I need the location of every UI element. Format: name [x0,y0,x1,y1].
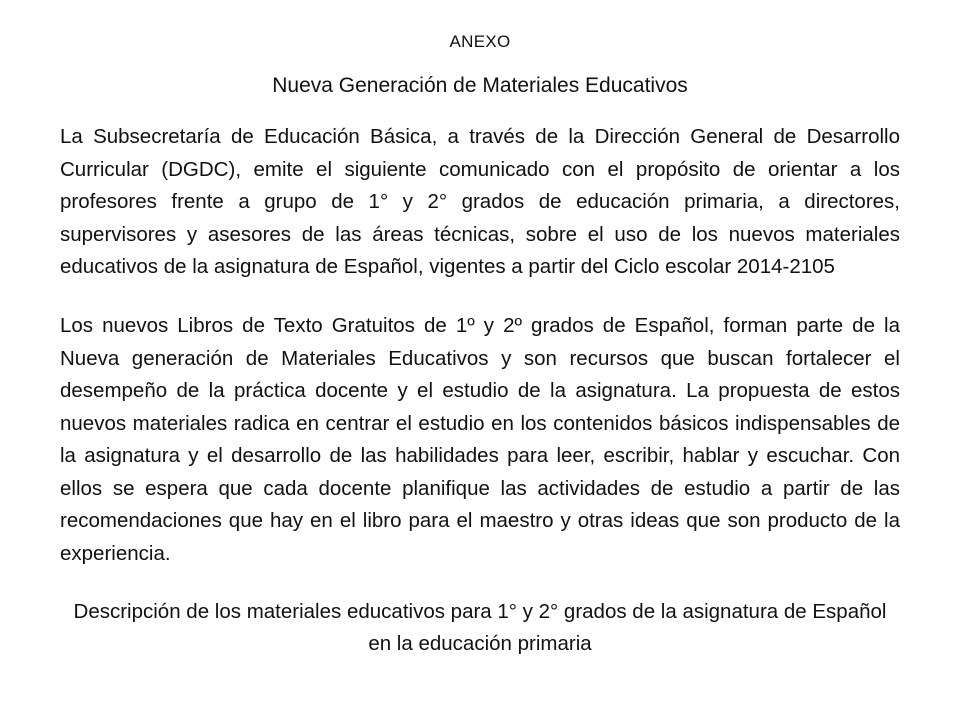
section-subtitle: Descripción de los materiales educativos para 1° y 2° grados de la asignatura de Español en la educación primaria [73,600,887,655]
intro-paragraph: La Subsecretaría de Educación Básica, a través de la Dirección General de Desarrollo Curricular (DGDC), emite el siguiente comunicado con el propósito de orientar a los profesores frente a grupo de 1° y 2° grados de educación primaria, a directores, supervisores y asesores de las áreas técnicas, sobre el uso de los nuevos materiales educativos de la asignatura de Español, vigentes a partir del Ciclo escolar 2014-2105 [60,125,900,278]
document-title: Nueva Generación de Materiales Educativos [272,74,688,97]
materials-paragraph: Los nuevos Libros de Texto Gratuitos de 1º y 2º grados de Español, forman parte de la Nueva generación de Materiales Educativos y son recursos que buscan fortalecer el desempeño de la práctica docente y el estudio de la asignatura. La propuesta de estos nuevos materiales radica en centrar el estudio en los contenidos básicos indispensables de la asignatura y el desarrollo de las habilidades para leer, escribir, hablar y escuchar. Con ellos se espera que cada docente planifique las actividades de estudio a partir de las recomendaciones que hay en el libro para el maestro y otras ideas que son producto de la experiencia. [60,314,900,565]
annex-label: ANEXO [449,32,511,51]
